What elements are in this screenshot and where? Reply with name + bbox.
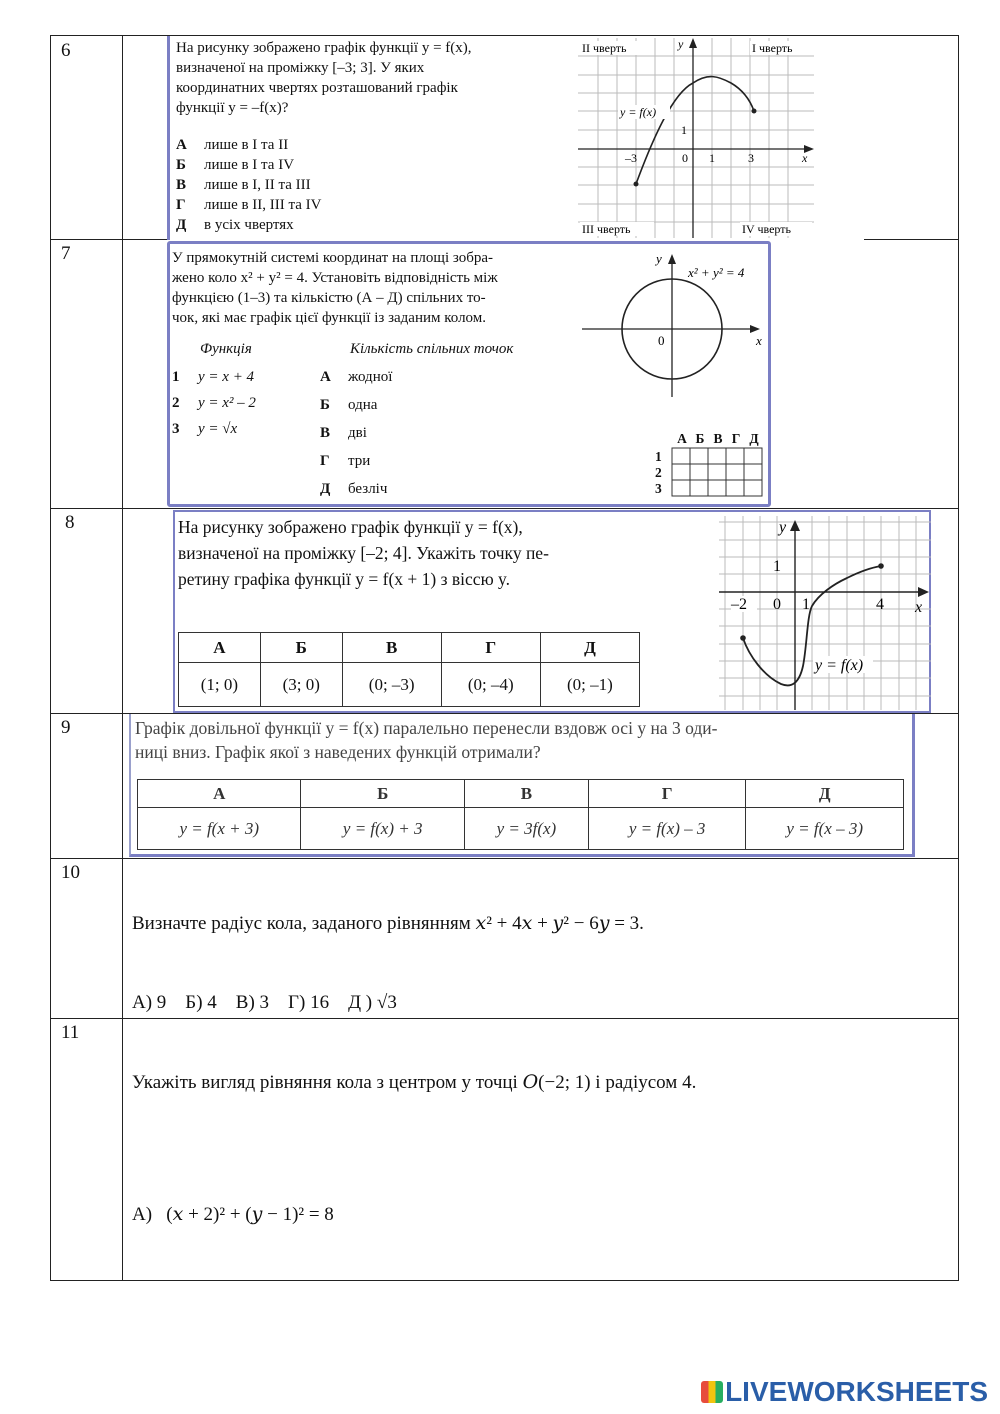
question-number: 9 <box>51 713 123 858</box>
text-line: функції y = –f(x)? <box>176 100 289 116</box>
question-number: 7 <box>51 239 123 508</box>
answer-header: Б <box>301 780 464 808</box>
text-line: Графік довільної функції y = f(x) паралельно перенесли вздовж осі y на 3 оди- <box>135 718 718 738</box>
answer-option[interactable]: (1; 0) <box>179 663 261 707</box>
question-row-7 <box>50 239 959 509</box>
tick-label: 4 <box>876 596 884 613</box>
answer-option[interactable]: y = f(x) + 3 <box>301 808 464 850</box>
text-line: У прямокутній системі координат на площі зобра- <box>172 250 493 266</box>
question-number: 10 <box>51 858 123 1018</box>
question-7-panel <box>167 241 771 507</box>
answer-option[interactable]: (0; –1) <box>540 663 639 707</box>
question-8-graph <box>719 516 931 710</box>
answer-header: Г <box>588 780 746 808</box>
answer-a: А жодної <box>320 369 393 385</box>
tick-label: 1 <box>709 151 715 165</box>
answer-header: А <box>179 633 261 663</box>
answer-option[interactable]: (0; –3) <box>342 663 441 707</box>
function-3: 3 y = √x <box>172 421 238 437</box>
text-line: визначеної на проміжку [–3; 3]. У яких <box>176 60 425 76</box>
answer-header: Г <box>441 633 540 663</box>
text-line: ретину графіка функції y = f(x + 1) з віссю y. <box>178 569 511 589</box>
quadrant-4-label: IV чверть <box>742 222 791 236</box>
option-letter: А <box>176 137 187 153</box>
question-row-11 <box>50 1018 959 1281</box>
grid-row-label: 3 <box>655 481 662 496</box>
text-line: функцією (1–3) та кількістю (А – Д) спільних то- <box>172 290 486 306</box>
option-text: лише в II, III та IV <box>204 197 322 213</box>
origin-label: 0 <box>658 333 665 348</box>
answer-header: Д <box>540 633 639 663</box>
question-number: 6 <box>51 36 123 239</box>
question-9-answer-table <box>137 779 904 850</box>
y-axis-label: y <box>656 251 662 266</box>
question-11-text: Укажіть вигляд рівняння кола з центром у точці 𝑂(−2; 1) і радіусом 4. <box>132 1072 697 1093</box>
quadrant-1-label: I чверть <box>752 41 793 55</box>
tick-label: –2 <box>731 596 747 613</box>
text-line: жено коло x² + y² = 4. Установіть відповідність між <box>172 270 498 286</box>
question-number: 8 <box>51 508 123 713</box>
option-v[interactable] <box>176 175 322 195</box>
question-row-8 <box>50 508 959 714</box>
grid-col-label: Б <box>695 431 705 446</box>
text-line: На рисунку зображено графік функції y = f(x), <box>178 517 523 537</box>
question-7-circle-graph <box>580 249 770 399</box>
question-9-panel <box>129 714 915 857</box>
answer-option[interactable]: (0; –4) <box>441 663 540 707</box>
question-row-6 <box>50 35 959 240</box>
question-number: 11 <box>51 1018 123 1280</box>
question-9-text <box>135 716 915 764</box>
text-line: чок, які має графік цієї функції із заданим колом. <box>172 310 487 326</box>
question-6-panel <box>167 36 864 240</box>
function-label: y = f(x) <box>620 105 657 119</box>
question-10-text: Визначте радіус кола, заданого рівнянням 𝑥² + 4𝑥 + 𝑦² − 6𝑦 = 3. <box>132 913 644 934</box>
functions-header: Функція <box>200 341 252 357</box>
x-axis-label: x <box>802 151 808 165</box>
option-d[interactable] <box>176 215 322 235</box>
grid-col-label: В <box>713 431 723 446</box>
question-6-graph <box>578 38 814 238</box>
tick-label: –3 <box>625 151 637 165</box>
answer-b: Б одна <box>320 397 378 413</box>
question-row-9 <box>50 713 959 859</box>
liveworksheets-logo <box>701 1376 988 1408</box>
answer-option[interactable]: (3; 0) <box>260 663 342 707</box>
answer-header: В <box>464 780 588 808</box>
question-10-options[interactable]: А) 9 Б) 4 В) 3 Г) 16 Д ) √3 <box>132 992 397 1013</box>
question-8-answer-table <box>178 632 640 707</box>
logo-text: LIVEWORKSHEETS <box>725 1376 988 1407</box>
option-text: лише в I, II та III <box>204 177 311 193</box>
answer-header: Д <box>746 780 904 808</box>
answer-grid-cells[interactable] <box>671 447 765 499</box>
option-a[interactable] <box>176 135 322 155</box>
option-letter: Б <box>176 157 186 173</box>
answer-option[interactable]: y = f(x) – 3 <box>588 808 746 850</box>
circle-equation: x² + y² = 4 <box>688 265 745 280</box>
answer-header: В <box>342 633 441 663</box>
tick-label: 1 <box>773 558 781 575</box>
x-axis-label: x <box>756 333 762 348</box>
option-g[interactable] <box>176 195 322 215</box>
function-label: y = f(x) <box>815 657 864 674</box>
function-1: 1 y = x + 4 <box>172 369 255 385</box>
grid-col-label: А <box>677 431 687 446</box>
question-6-text <box>176 38 546 118</box>
text-line: координатних чвертях розташований графік <box>176 80 458 96</box>
answer-v: В дві <box>320 425 367 441</box>
quadrant-2-label: II чверть <box>582 41 627 55</box>
question-row-10 <box>50 858 959 1019</box>
option-text: в усіх чвертях <box>204 217 294 233</box>
points-header: Кількість спільних точок <box>350 341 514 357</box>
option-b[interactable] <box>176 155 322 175</box>
question-8-text <box>178 514 648 592</box>
option-letter: Г <box>176 197 186 213</box>
logo-icon <box>701 1381 723 1403</box>
option-text: лише в I та II <box>204 137 289 153</box>
text-line: На рисунку зображено графік функції y = f(x), <box>176 40 472 56</box>
question-11-option-a[interactable]: А) (𝑥 + 2)² + (𝑦 − 1)² = 8 <box>132 1204 334 1225</box>
grid-col-label: Г <box>731 431 741 446</box>
option-text: лише в I та IV <box>204 157 295 173</box>
function-2: 2 y = x² – 2 <box>172 395 256 411</box>
answer-g: Г три <box>320 453 371 469</box>
text-line: визначеної на проміжку [–2; 4]. Укажіть точку пе- <box>178 543 549 563</box>
grid-row-label: 2 <box>655 465 662 480</box>
question-6-options <box>176 135 322 235</box>
answer-header: Б <box>260 633 342 663</box>
grid-row-label: 1 <box>655 449 662 464</box>
y-axis-label: y <box>779 519 787 536</box>
text-line: ниці вниз. Графік якої з наведених функцій отримали? <box>135 742 541 762</box>
answer-option[interactable]: y = f(x – 3) <box>746 808 904 850</box>
tick-label: 0 <box>682 151 688 165</box>
option-letter: Д <box>176 217 187 233</box>
option-letter: В <box>176 177 187 193</box>
tick-label: 3 <box>748 151 754 165</box>
answer-d: Д безліч <box>320 481 388 497</box>
x-axis-label: x <box>915 599 923 616</box>
answer-option[interactable]: y = 3f(x) <box>464 808 588 850</box>
grid-col-label: Д <box>749 431 759 446</box>
answer-header: А <box>138 780 301 808</box>
answer-option[interactable]: y = f(x + 3) <box>138 808 301 850</box>
quadrant-3-label: III чверть <box>582 222 631 236</box>
question-8-panel <box>173 510 931 713</box>
y-axis-label: y <box>678 38 684 51</box>
tick-label: 1 <box>681 123 687 137</box>
tick-label: 1 <box>802 596 810 613</box>
question-7-text <box>172 248 562 328</box>
tick-label: 0 <box>773 596 781 613</box>
